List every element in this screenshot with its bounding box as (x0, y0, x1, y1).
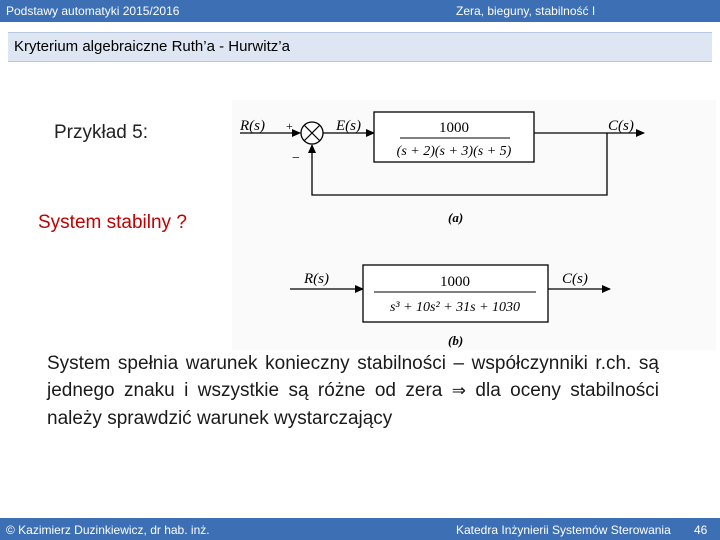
section-title-bar (8, 32, 712, 62)
summing-junction (301, 122, 323, 144)
stability-question: System stabilny ? (38, 212, 187, 233)
summing-plus-sign: + (286, 119, 293, 133)
block-a-numerator: 1000 (439, 120, 469, 136)
error-signal-label: E(s) (336, 118, 361, 134)
course-title: Podstawy automatyki 2015/2016 (6, 4, 180, 18)
conclusion-paragraph (47, 350, 659, 432)
footer-author: © Kazimierz Duzinkiewicz, dr hab. inż. (6, 523, 210, 537)
block-b-denominator: s³ + 10s² + 31s + 1030 (389, 300, 521, 315)
diagram-a (239, 112, 644, 225)
summing-minus-sign: − (292, 151, 300, 166)
block-a-denominator: (s + 2)(s + 3)(s + 5) (396, 144, 512, 159)
conclusion-text-2: dla oceny stabilności należy sprawdzić warunek wystarczający (47, 380, 659, 429)
diagram-a-output-label: C(s) (608, 118, 634, 134)
diagram-b-input-label: R(s) (304, 271, 329, 287)
footer-bar (0, 518, 720, 540)
slide-number: 46 (694, 523, 708, 537)
lecture-topic: Zera, bieguny, stabilność I (456, 4, 596, 18)
footer-department: Katedra Inżynierii Systemów Sterowania (456, 523, 671, 537)
block-diagrams (232, 100, 716, 350)
example-label: Przykład 5: (54, 122, 148, 143)
header-bar (0, 0, 720, 22)
conclusion-text-1: System spełnia warunek konieczny stabilności – współczynniki r.ch. są jednego znaku i wszystkie są różne od zera (47, 353, 659, 401)
block-diagrams-panel (232, 100, 716, 350)
diagram-b-caption: (b) (448, 333, 464, 348)
diagram-b-output-label: C(s) (562, 271, 588, 287)
implies-arrow: ⇒ (451, 381, 467, 401)
section-title: Kryterium algebraiczne Ruth’a - Hurwitz’a (14, 38, 290, 55)
diagram-a-caption: (a) (448, 210, 464, 225)
diagram-b (290, 265, 610, 348)
block-b-numerator: 1000 (440, 274, 470, 290)
diagram-a-input-label: R(s) (240, 118, 265, 134)
